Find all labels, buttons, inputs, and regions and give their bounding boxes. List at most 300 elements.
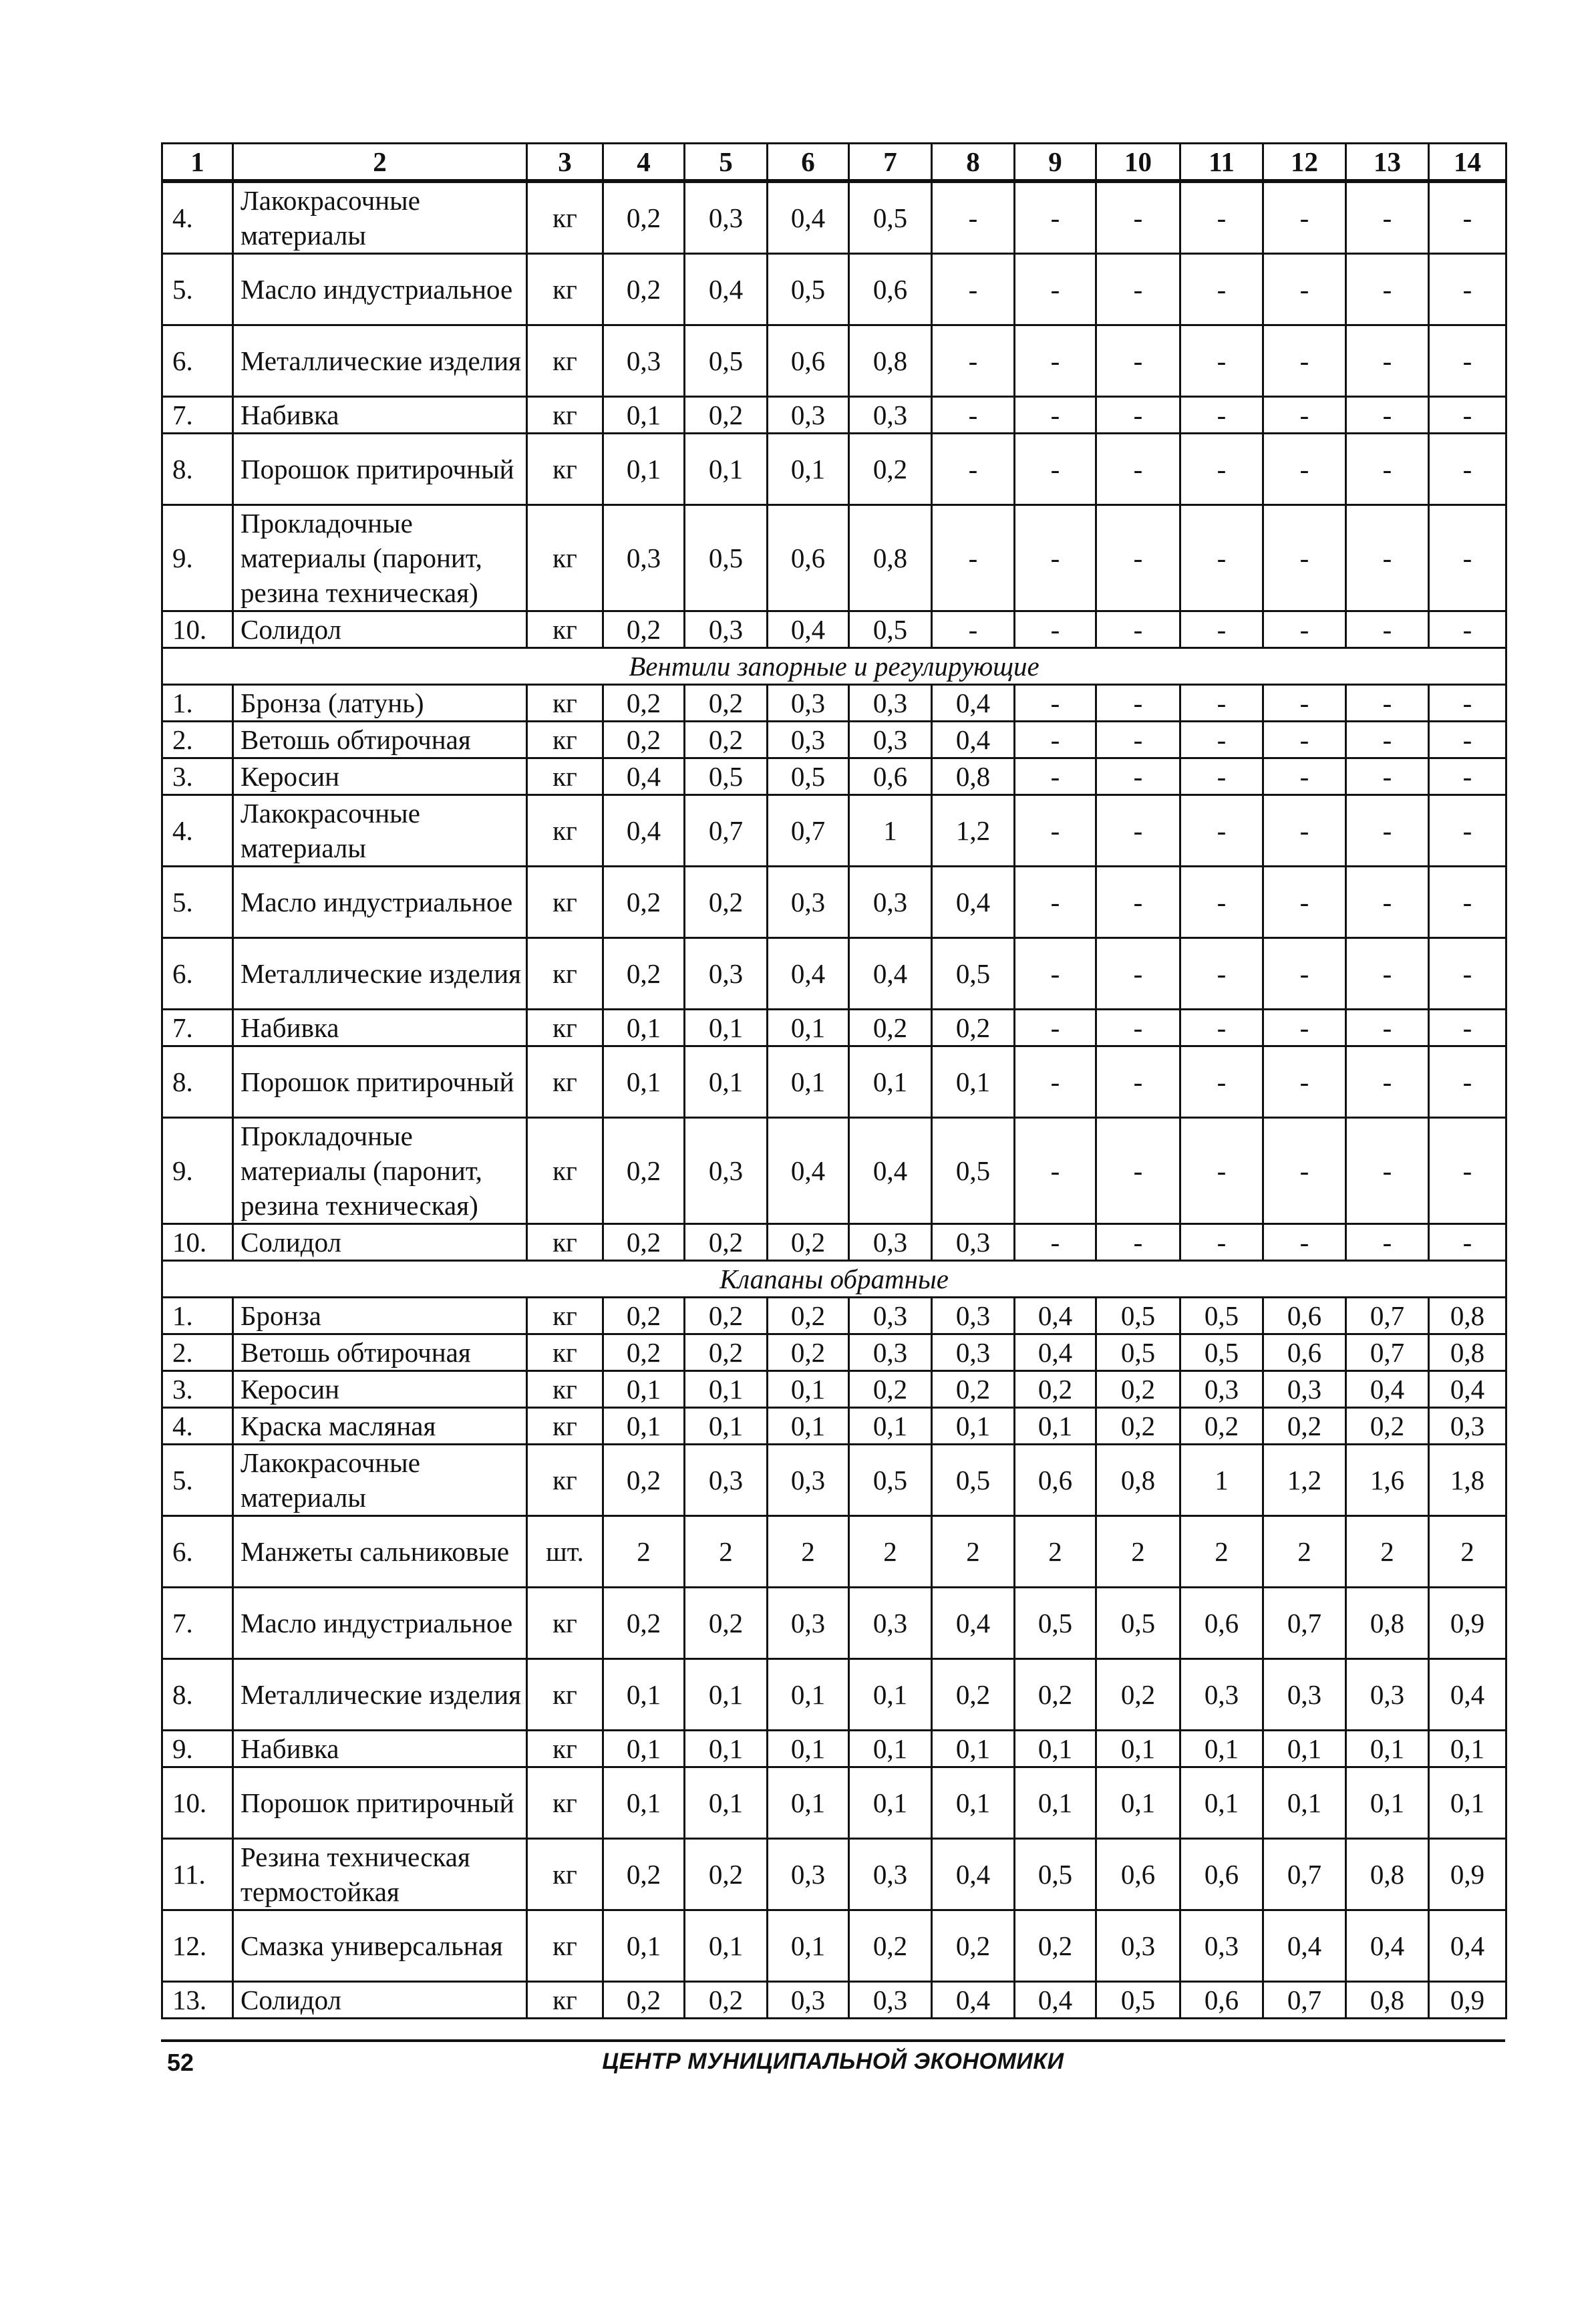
value-cell: 0,4 — [768, 181, 849, 254]
value-cell: 0,1 — [685, 1046, 768, 1118]
table-row — [162, 1046, 1506, 1118]
value-cell: 0,5 — [932, 938, 1015, 1010]
material-name: Металлические изделия — [233, 1659, 527, 1731]
value-cell: - — [1096, 685, 1180, 722]
value-cell: 0,4 — [1015, 1298, 1096, 1334]
value-cell: 0,1 — [1015, 1731, 1096, 1767]
value-cell: - — [1263, 1224, 1346, 1261]
value-cell: - — [1180, 685, 1263, 722]
value-cell: 0,1 — [1346, 1731, 1429, 1767]
value-cell: 0,3 — [768, 867, 849, 938]
value-cell: 0,7 — [1346, 1334, 1429, 1371]
value-cell: 0,6 — [849, 254, 932, 325]
value-cell: 0,2 — [1096, 1659, 1180, 1731]
row-number: 2. — [162, 722, 233, 758]
value-cell: 0,2 — [768, 1334, 849, 1371]
table-row — [162, 1659, 1506, 1731]
value-cell: 0,4 — [849, 1118, 932, 1224]
unit-cell: кг — [527, 938, 603, 1010]
value-cell: - — [932, 181, 1015, 254]
value-cell: 0,4 — [685, 254, 768, 325]
value-cell: - — [1096, 611, 1180, 648]
value-cell: 0,8 — [1346, 1982, 1429, 2019]
table-row — [162, 254, 1506, 325]
unit-cell: кг — [527, 685, 603, 722]
value-cell: 0,1 — [685, 1659, 768, 1731]
value-cell: 0,3 — [849, 722, 932, 758]
value-cell: 0,2 — [685, 397, 768, 434]
value-cell: 1 — [849, 795, 932, 867]
value-cell: 0,1 — [932, 1767, 1015, 1839]
value-cell: 0,2 — [603, 1982, 685, 2019]
value-cell: 0,3 — [768, 685, 849, 722]
value-cell: 0,1 — [932, 1408, 1015, 1445]
value-cell: - — [1429, 611, 1506, 648]
row-number: 10. — [162, 1767, 233, 1839]
value-cell: - — [1015, 938, 1096, 1010]
value-cell: - — [1346, 1118, 1429, 1224]
value-cell: 0,1 — [1429, 1731, 1506, 1767]
value-cell: 0,3 — [1096, 1910, 1180, 1982]
column-header: 1 — [162, 144, 233, 182]
value-cell: 1,2 — [1263, 1445, 1346, 1516]
table-row — [162, 1982, 1506, 2019]
value-cell: - — [1263, 1046, 1346, 1118]
row-number: 4. — [162, 1408, 233, 1445]
value-cell: 0,2 — [603, 1839, 685, 1910]
table-row — [162, 434, 1506, 505]
value-cell: - — [1096, 1046, 1180, 1118]
value-cell: 0,4 — [768, 938, 849, 1010]
value-cell: 0,8 — [849, 325, 932, 397]
value-cell: 0,3 — [932, 1334, 1015, 1371]
value-cell: 0,5 — [1015, 1588, 1096, 1659]
material-name: Керосин — [233, 1371, 527, 1408]
unit-cell: кг — [527, 397, 603, 434]
row-number: 7. — [162, 1010, 233, 1046]
value-cell: 0,8 — [1429, 1334, 1506, 1371]
value-cell: - — [1429, 722, 1506, 758]
value-cell: 0,1 — [1015, 1767, 1096, 1839]
value-cell: - — [932, 325, 1015, 397]
value-cell: 0,5 — [1096, 1982, 1180, 2019]
value-cell: 0,2 — [1015, 1371, 1096, 1408]
value-cell: - — [1180, 722, 1263, 758]
unit-cell: кг — [527, 325, 603, 397]
material-name: Краска масляная — [233, 1408, 527, 1445]
value-cell: 0,1 — [685, 1731, 768, 1767]
value-cell: 0,1 — [932, 1731, 1015, 1767]
value-cell: 0,2 — [603, 181, 685, 254]
value-cell: 0,1 — [768, 1371, 849, 1408]
table-row — [162, 1334, 1506, 1371]
value-cell: 0,7 — [1346, 1298, 1429, 1334]
row-number: 6. — [162, 1516, 233, 1588]
value-cell: 0,3 — [849, 867, 932, 938]
value-cell: - — [932, 611, 1015, 648]
value-cell: - — [1346, 722, 1429, 758]
value-cell: 2 — [932, 1516, 1015, 1588]
value-cell: - — [1180, 397, 1263, 434]
table-row — [162, 1010, 1506, 1046]
value-cell: 0,8 — [1346, 1588, 1429, 1659]
value-cell: - — [1096, 722, 1180, 758]
value-cell: 0,2 — [1015, 1659, 1096, 1731]
row-number: 5. — [162, 254, 233, 325]
value-cell: 0,8 — [849, 505, 932, 611]
value-cell: - — [1180, 758, 1263, 795]
row-number: 7. — [162, 1588, 233, 1659]
value-cell: - — [1429, 758, 1506, 795]
value-cell: - — [1429, 181, 1506, 254]
value-cell: - — [932, 254, 1015, 325]
value-cell: - — [1015, 505, 1096, 611]
unit-cell: кг — [527, 1731, 603, 1767]
value-cell: 0,3 — [849, 1982, 932, 2019]
column-header: 14 — [1429, 144, 1506, 182]
value-cell: 0,6 — [1180, 1839, 1263, 1910]
value-cell: - — [1015, 611, 1096, 648]
value-cell: 0,2 — [603, 254, 685, 325]
row-number: 1. — [162, 1298, 233, 1334]
value-cell: - — [932, 434, 1015, 505]
footer-rule — [161, 2039, 1505, 2042]
value-cell: - — [1263, 434, 1346, 505]
material-name: Металлические изделия — [233, 325, 527, 397]
unit-cell: кг — [527, 867, 603, 938]
value-cell: 0,4 — [932, 1839, 1015, 1910]
row-number: 5. — [162, 867, 233, 938]
row-number: 7. — [162, 397, 233, 434]
unit-cell: кг — [527, 181, 603, 254]
value-cell: - — [1263, 611, 1346, 648]
value-cell: 2 — [1096, 1516, 1180, 1588]
value-cell: - — [1180, 1010, 1263, 1046]
value-cell: 0,9 — [1429, 1588, 1506, 1659]
column-header: 9 — [1015, 144, 1096, 182]
table-row — [162, 1118, 1506, 1224]
value-cell: - — [1015, 1010, 1096, 1046]
value-cell: - — [1015, 1046, 1096, 1118]
value-cell: 0,4 — [1429, 1910, 1506, 1982]
value-cell: - — [1263, 325, 1346, 397]
value-cell: 0,4 — [1346, 1910, 1429, 1982]
table-row — [162, 938, 1506, 1010]
value-cell: 0,7 — [1263, 1588, 1346, 1659]
value-cell: - — [1015, 758, 1096, 795]
value-cell: 0,5 — [932, 1445, 1015, 1516]
value-cell: - — [1346, 325, 1429, 397]
table-row — [162, 1767, 1506, 1839]
value-cell: 0,8 — [1096, 1445, 1180, 1516]
value-cell: 0,1 — [603, 1910, 685, 1982]
value-cell: 0,2 — [603, 1298, 685, 1334]
row-number: 8. — [162, 1046, 233, 1118]
value-cell: - — [1180, 325, 1263, 397]
value-cell: 0,1 — [768, 1731, 849, 1767]
value-cell: 0,3 — [1180, 1910, 1263, 1982]
value-cell: 0,3 — [1180, 1371, 1263, 1408]
value-cell: - — [1429, 1046, 1506, 1118]
value-cell: 0,4 — [1429, 1659, 1506, 1731]
value-cell: 0,1 — [849, 1731, 932, 1767]
material-name: Бронза — [233, 1298, 527, 1334]
value-cell: 0,2 — [1346, 1408, 1429, 1445]
value-cell: 0,5 — [1096, 1588, 1180, 1659]
material-name: Ветошь обтирочная — [233, 722, 527, 758]
value-cell: - — [1096, 1010, 1180, 1046]
value-cell: 0,2 — [603, 1334, 685, 1371]
value-cell: 0,1 — [768, 434, 849, 505]
value-cell: 0,1 — [685, 1408, 768, 1445]
value-cell: 0,4 — [1015, 1334, 1096, 1371]
table-row — [162, 867, 1506, 938]
value-cell: - — [1096, 758, 1180, 795]
value-cell: 0,1 — [1346, 1767, 1429, 1839]
value-cell: 0,3 — [685, 181, 768, 254]
value-cell: 2 — [1180, 1516, 1263, 1588]
value-cell: 0,6 — [1096, 1839, 1180, 1910]
value-cell: 0,7 — [1263, 1839, 1346, 1910]
value-cell: - — [1263, 938, 1346, 1010]
table-row — [162, 722, 1506, 758]
value-cell: 0,7 — [1263, 1982, 1346, 2019]
value-cell: - — [1263, 505, 1346, 611]
value-cell: 0,5 — [685, 758, 768, 795]
material-name: Солидол — [233, 1224, 527, 1261]
value-cell: 0,5 — [1180, 1334, 1263, 1371]
value-cell: 0,2 — [1015, 1910, 1096, 1982]
value-cell: 0,3 — [1263, 1371, 1346, 1408]
table-row — [162, 1445, 1506, 1516]
table-row — [162, 1298, 1506, 1334]
value-cell: 0,3 — [1429, 1408, 1506, 1445]
table-row — [162, 1408, 1506, 1445]
value-cell: - — [1346, 1224, 1429, 1261]
unit-cell: кг — [527, 1767, 603, 1839]
value-cell: 0,4 — [603, 758, 685, 795]
value-cell: - — [1015, 434, 1096, 505]
value-cell: - — [932, 397, 1015, 434]
material-name: Керосин — [233, 758, 527, 795]
value-cell: 0,3 — [849, 1839, 932, 1910]
row-number: 4. — [162, 181, 233, 254]
value-cell: 0,2 — [685, 867, 768, 938]
material-name: Солидол — [233, 1982, 527, 2019]
value-cell: 0,1 — [768, 1010, 849, 1046]
material-name: Прокладочные материалы (паронит, резина техническая) — [233, 505, 527, 611]
value-cell: 0,1 — [603, 1659, 685, 1731]
value-cell: 0,1 — [849, 1408, 932, 1445]
value-cell: 1,8 — [1429, 1445, 1506, 1516]
value-cell: 0,3 — [768, 722, 849, 758]
table-row — [162, 505, 1506, 611]
value-cell: - — [1346, 181, 1429, 254]
value-cell: 0,3 — [768, 397, 849, 434]
column-header: 7 — [849, 144, 932, 182]
column-header: 11 — [1180, 144, 1263, 182]
value-cell: 0,3 — [768, 1839, 849, 1910]
table-row — [162, 758, 1506, 795]
table-row — [162, 181, 1506, 254]
value-cell: - — [1346, 397, 1429, 434]
value-cell: 0,3 — [849, 685, 932, 722]
value-cell: 0,4 — [768, 1118, 849, 1224]
value-cell: - — [1096, 1118, 1180, 1224]
value-cell: 0,3 — [1346, 1659, 1429, 1731]
value-cell: 0,1 — [685, 1910, 768, 1982]
value-cell: 0,4 — [603, 795, 685, 867]
value-cell: 0,2 — [603, 685, 685, 722]
value-cell: - — [1429, 505, 1506, 611]
column-header: 8 — [932, 144, 1015, 182]
unit-cell: кг — [527, 1010, 603, 1046]
value-cell: 0,2 — [685, 722, 768, 758]
table-body — [162, 181, 1506, 2019]
unit-cell: кг — [527, 795, 603, 867]
value-cell: 0,1 — [603, 1371, 685, 1408]
value-cell: - — [1346, 867, 1429, 938]
value-cell: 0,1 — [768, 1408, 849, 1445]
value-cell: 0,2 — [603, 611, 685, 648]
section-header-row — [162, 648, 1506, 685]
value-cell: - — [1429, 1224, 1506, 1261]
value-cell: 0,3 — [849, 397, 932, 434]
value-cell: 0,5 — [768, 758, 849, 795]
table-row — [162, 1839, 1506, 1910]
value-cell: 0,9 — [1429, 1982, 1506, 2019]
unit-cell: кг — [527, 1982, 603, 2019]
value-cell: - — [1263, 254, 1346, 325]
value-cell: 0,2 — [685, 685, 768, 722]
value-cell: 0,2 — [603, 1118, 685, 1224]
material-name: Порошок притирочный — [233, 434, 527, 505]
value-cell: 0,3 — [603, 325, 685, 397]
value-cell: 0,1 — [685, 1767, 768, 1839]
value-cell: 0,5 — [1180, 1298, 1263, 1334]
unit-cell: кг — [527, 1298, 603, 1334]
row-number: 13. — [162, 1982, 233, 2019]
value-cell: 0,2 — [1180, 1408, 1263, 1445]
value-cell: 0,8 — [1429, 1298, 1506, 1334]
value-cell: 0,1 — [603, 1408, 685, 1445]
value-cell: 0,4 — [932, 867, 1015, 938]
value-cell: 2 — [1015, 1516, 1096, 1588]
value-cell: 0,2 — [603, 1588, 685, 1659]
value-cell: - — [1263, 1010, 1346, 1046]
value-cell: - — [1096, 434, 1180, 505]
table-row — [162, 1588, 1506, 1659]
value-cell: - — [1015, 795, 1096, 867]
value-cell: - — [1015, 325, 1096, 397]
value-cell: 0,3 — [849, 1334, 932, 1371]
value-cell: 0,1 — [849, 1659, 932, 1731]
value-cell: 2 — [685, 1516, 768, 1588]
unit-cell: кг — [527, 505, 603, 611]
row-number: 4. — [162, 795, 233, 867]
value-cell: - — [1263, 867, 1346, 938]
material-name: Резина техническая термостойкая — [233, 1839, 527, 1910]
value-cell: 0,6 — [768, 325, 849, 397]
value-cell: 0,1 — [1263, 1767, 1346, 1839]
value-cell: 0,2 — [685, 1982, 768, 2019]
value-cell: 1,2 — [932, 795, 1015, 867]
value-cell: 0,2 — [932, 1010, 1015, 1046]
column-header: 6 — [768, 144, 849, 182]
value-cell: 0,1 — [768, 1910, 849, 1982]
column-header: 13 — [1346, 144, 1429, 182]
unit-cell: кг — [527, 1371, 603, 1408]
material-name: Прокладочные материалы (паронит, резина техническая) — [233, 1118, 527, 1224]
table-row — [162, 1516, 1506, 1588]
value-cell: 0,5 — [1015, 1839, 1096, 1910]
value-cell: - — [1180, 795, 1263, 867]
value-cell: - — [1180, 1224, 1263, 1261]
column-header: 12 — [1263, 144, 1346, 182]
value-cell: - — [1180, 938, 1263, 1010]
row-number: 5. — [162, 1445, 233, 1516]
column-header: 10 — [1096, 144, 1180, 182]
value-cell: 0,7 — [685, 795, 768, 867]
unit-cell: кг — [527, 1659, 603, 1731]
row-number: 3. — [162, 1371, 233, 1408]
table-row — [162, 325, 1506, 397]
value-cell: 2 — [603, 1516, 685, 1588]
value-cell: 0,2 — [685, 1588, 768, 1659]
value-cell: 0,6 — [1180, 1982, 1263, 2019]
value-cell: 0,2 — [768, 1298, 849, 1334]
material-name: Набивка — [233, 1010, 527, 1046]
material-name: Бронза (латунь) — [233, 685, 527, 722]
material-name: Лакокрасочные материалы — [233, 181, 527, 254]
material-name: Порошок притирочный — [233, 1767, 527, 1839]
value-cell: 0,3 — [685, 611, 768, 648]
value-cell: 0,3 — [932, 1224, 1015, 1261]
value-cell: 0,5 — [1096, 1298, 1180, 1334]
value-cell: - — [1263, 181, 1346, 254]
value-cell: 0,2 — [849, 1910, 932, 1982]
value-cell: - — [1015, 181, 1096, 254]
value-cell: - — [1096, 181, 1180, 254]
value-cell: - — [1096, 397, 1180, 434]
material-name: Ветошь обтирочная — [233, 1334, 527, 1371]
value-cell: - — [1263, 722, 1346, 758]
value-cell: 0,1 — [603, 1731, 685, 1767]
value-cell: 0,2 — [1263, 1408, 1346, 1445]
value-cell: 0,1 — [603, 1010, 685, 1046]
value-cell: - — [1180, 867, 1263, 938]
unit-cell: кг — [527, 758, 603, 795]
value-cell: - — [1096, 505, 1180, 611]
value-cell: - — [1346, 685, 1429, 722]
value-cell: 0,2 — [1096, 1371, 1180, 1408]
row-number: 6. — [162, 938, 233, 1010]
value-cell: - — [1096, 254, 1180, 325]
value-cell: 0,1 — [685, 1371, 768, 1408]
value-cell: - — [1015, 1224, 1096, 1261]
value-cell: 0,1 — [1180, 1731, 1263, 1767]
value-cell: 0,6 — [768, 505, 849, 611]
value-cell: - — [1346, 254, 1429, 325]
value-cell: 0,5 — [685, 505, 768, 611]
section-header-row — [162, 1261, 1506, 1298]
value-cell: - — [1346, 795, 1429, 867]
value-cell: 0,4 — [1263, 1910, 1346, 1982]
unit-cell: кг — [527, 1334, 603, 1371]
value-cell: 0,5 — [932, 1118, 1015, 1224]
value-cell: 0,1 — [603, 1767, 685, 1839]
table-row — [162, 685, 1506, 722]
